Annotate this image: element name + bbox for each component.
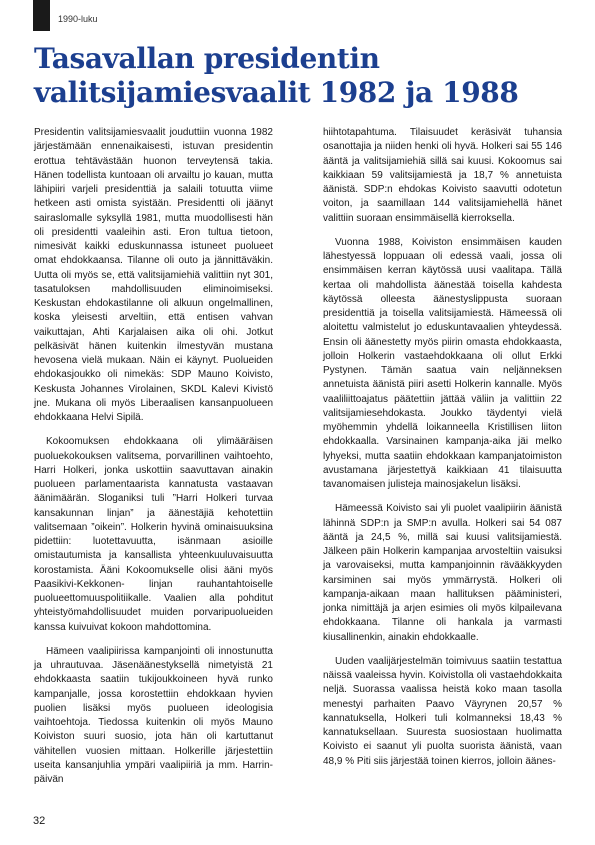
paragraph: Kokoomuksen ehdokkaana oli ylimääräisen puoluekokouksen valitsema, porvarillinen vaihtoehto, Harri Holkeri, jonka uskottiin saavuttavan ainakin puolueen parlamentaarista kannatusta vastaavan äänimäärän. Sloganiksi tuli ”Harri Holkeri turvaa kansakunnan linjan” ja äänestäjiä kehotettiin valitsemaan ”oikein”. Holkerin hyvinä ominaisuuksina pidettiin: luotettavuutta, isänmaan asioille omistautumista ja kansallista yhteenkuuluvaisuutta korostamista. Ääni Kokoomukselle olisi ääni myös Paasikivi-Kekkonen- linjan rauhantahtoiselle puolueettomuuspolitiikalle. Vaalien alla pohditut yhteistyömahdollisuudet muiden porvaripuolueiden kanssa kuivuivat kokoon mahdottomina. bbox=[34, 436, 273, 633]
corner-marker bbox=[33, 0, 50, 31]
article-title bbox=[34, 42, 574, 110]
left-column bbox=[34, 126, 273, 797]
right-column bbox=[323, 126, 562, 779]
section-label: 1990-luku bbox=[58, 14, 98, 24]
paragraph: Presidentin valitsijamiesvaalit jouduttiin vuonna 1982 järjestämään ennenaikaisesti, istuvan presidentin erottua tehtävästään huonon terveytensä takia. Hänen todellista kuntoaan oli arvailtu jo kauan, mutta lähipiiri varjeli presidenttiä ja salaili totuutta viime hetkeen asti omista syistään. Presidentti oli jäänyt sairaslomalle syksyllä 1981, mutta muodollisesti hän oli presidentti vaaleihin asti. Eron tultua tietoon, nimesivät kaikki eduskunnassa istuneet puolueet omat ehdokkaansa. Tilanne oli outo ja jännittäväkin. Uutta oli myös se, että valitsijamiehiä valittiin nyt 301, tasatuloksen mahdollisuuden eliminoimiseksi. Keskustan ehdokastilanne oli alkuun ongelmallinen, koska yleisesti arveltiin, että entisen vahvan vaikuttajan, Ahti Karjalaisen aika oli ohi. Jotkut pelkäsivät hänen kuitenkin ilmestyvän mustana hevosena vielä mukaan. Näin ei käynyt. Puolueiden ehdokasjoukko oli nimekäs: SDP Mauno Koivisto, Keskusta Johannes Virolainen, SKDL Kalevi Kivistö jne. Mukana oli myös Liberaalisen kansanpuolueen ehdokkaana Helvi Sipilä. bbox=[34, 127, 273, 423]
title-line-1: Tasavallan presidentin bbox=[34, 42, 380, 75]
paragraph: Vuonna 1988, Koiviston ensimmäisen kauden lähestyessä loppuaan oli edessä vaali, jossa oli ensimmäisen kerran käytössä uusi vaalitapa. Tällä kertaa oli mahdollista äänestää toisella kahdesta käytössä olleesta äänestyslippusta suoraan presidenttiä ja toisella valitsijamiestä. Hämeessä oli aloitettu valmistelut jo eduskuntavaalien yhteydessä. Ensin oli äänestetty myös piirin omasta ehdokkaasta, jolloin Holkerin vastaehdokkaana oli ollut Erkki Pystynen. Tämän saatua vain neljänneksen annetuista äänistä piiri asetti Holkerin kannalle. Myös vaaliliittoajatus päätettiin jättää väliin ja valittiin 22 valitsijamiesehdokasta. Joukko täydentyi vielä myöhemmin yhdellä loikanneella Kristillisen liiton ehdokkaalla. Varsinainen kampanja-aika jäi melko lyhyeksi, mutta saatiin ehdokkaan kampanjatoimiston avustamana järjestettyä kaikkiaan 41 tilaisuutta tavanomaisen julisteja mainosjakelun lisäksi. bbox=[323, 236, 562, 490]
paragraph: Hämeen vaalipiirissa kampanjointi oli innostunutta ja uhrautuvaa. Jäsenäänestyksellä nimetyistä 21 ehdokkaasta saatiin tukijoukkoineen hyvä runko kampanjalle, jossa korostettiin ehdokkaan hyvien puolien lisäksi myös puolueen ideologisia vaihtoehtoja. Tiedossa kuitenkin oli myös Mauno Koiviston suuri suosio, jota hän oli kartuttanut vähitellen vuosien mittaan. Holkerille järjestettiin useita kansanjuhlia ympäri vaalipiiriä ja mm. Harrin-päivän bbox=[34, 645, 273, 785]
title-line-2: valitsijamiesvaalit 1982 ja 1988 bbox=[34, 76, 519, 109]
paragraph-continuation: hiihtotapahtuma. Tilaisuudet keräsivät tuhansia osanottajia ja niiden henki oli hyvä. Holkeri sai 55 146 ääntä ja valitsijamiehiä sillä sai kuusi. Kokoomus sai kaikkiaan 59 valitsijamiestä ja 18,7 % annetuista äänistä. SDP:n ehdokas Koivisto saavutti odotetun voiton, ja saamillaan 144 valitsijamiehellä hänet valittiin suoraan ensimmäisellä kierroksella. bbox=[323, 127, 562, 224]
page-number: 32 bbox=[33, 815, 46, 827]
paragraph: Hämeessä Koivisto sai yli puolet vaalipiirin äänistä lähinnä SDP:n ja SMP:n avulla. Holkeri sai 54 087 ääntä ja 24,5 %, millä sai kuusi valitsijamiestä. Jälkeen päin Holkerin kampanjaa arvosteltiin vaisuksi ja varovaiseksi, mutta kampanjoinnin rävääkkyyden karsiminen sai myös ymmärrystä. Holkeri oli kampanja-aikaan maan hallituksen pääministeri, jonka nimittäjä ja arjen esimies oli myös kilpailevana ehdokkaana. Tilanne oli hankala ja varmasti kiusallinenkin, ainakin ehdokkaalle. bbox=[323, 503, 562, 643]
paragraph: Uuden vaalijärjestelmän toimivuus saatiin testattua näissä vaaleissa hyvin. Koivistolla oli vastaehdokkaita neljä. Suorassa vaalissa heistä koko maan tasolla menestyi parhaiten Paavo Väyrynen 20,57 % kannatuksella, Holkeri tuli kolmanneksi 18,43 % kannatuksellaan. Suuresta suosiostaan huolimatta Koivisto ei saanut yli puolta suorista äänistä, vaan 48,9 % Piti siis järjestää toinen kierros, jolloin äänes- bbox=[323, 655, 562, 767]
